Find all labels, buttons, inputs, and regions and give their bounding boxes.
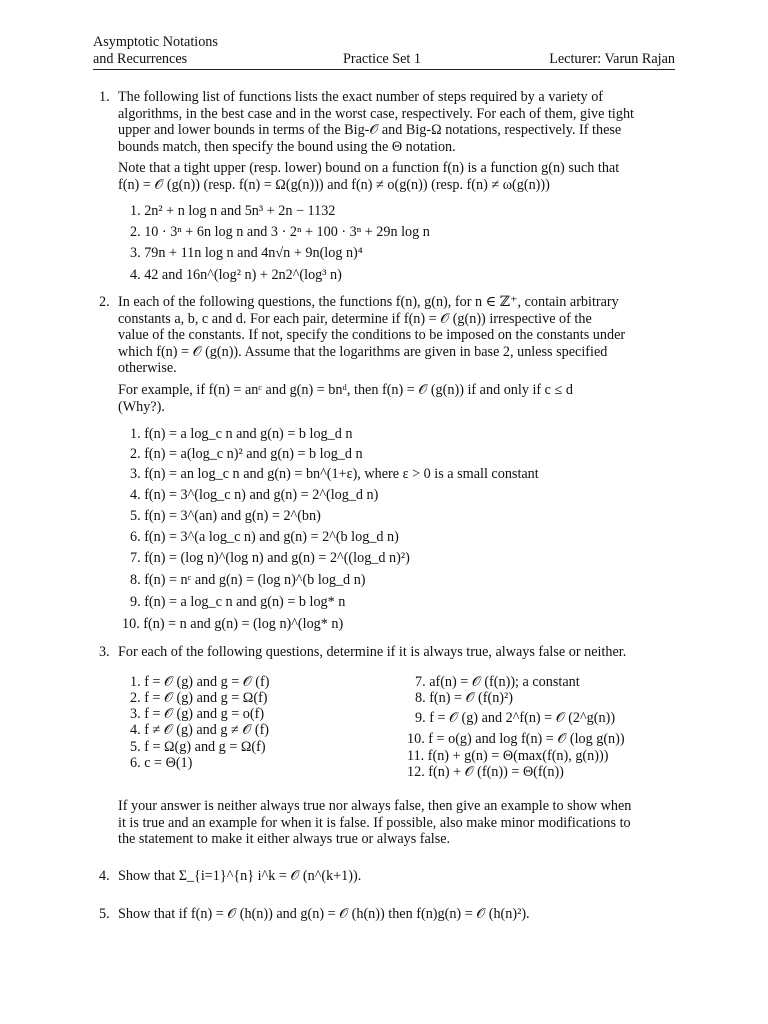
course-title-line1: Asymptotic Notations	[93, 34, 218, 50]
q5-number: 5.	[99, 906, 110, 922]
q3-outro	[118, 798, 675, 848]
q2-item: 9. f(n) = a log_c n and g(n) = b log* n	[130, 594, 346, 610]
q2-p1-line: value of the constants. If not, specify the conditions to be imposed on the constants under	[118, 327, 626, 343]
q3-right-item: 7. af(n) = 𝒪 (f(n)); a constant	[415, 674, 580, 690]
q1-p2-line: f(n) = 𝒪 (g(n)) (resp. f(n) = Ω(g(n))) and f(n) ≠ o(g(n)) (resp. f(n) ≠ ω(g(n)))	[118, 176, 550, 193]
set-title: Practice Set 1	[343, 51, 422, 67]
q2-example	[118, 382, 675, 415]
q2-item: 6. f(n) = 3^(a log_c n) and g(n) = 2^(b log_d n)	[130, 529, 399, 545]
q1-p1-line: upper and lower bounds in terms of the Big-𝒪 and Big-Ω notations, respectively. If these	[118, 122, 622, 138]
q3-left-item: 3. f = 𝒪 (g) and g = o(f)	[130, 706, 265, 722]
header-rule	[93, 69, 675, 70]
q1-item: 3. 79n + 11n log n and 4n√n + 9n(log n)⁴	[130, 245, 363, 261]
q1-number: 1.	[99, 89, 110, 105]
q3-intro-line: For each of the following questions, determine if it is always true, always false or neither.	[118, 644, 627, 660]
q2-item: 10. f(n) = n and g(n) = (log n)^(log* n)	[122, 616, 344, 632]
q1-item: 2. 10 · 3ⁿ + 6n log n and 3 · 2ⁿ + 100 · 3ⁿ + 29n log n	[130, 224, 430, 240]
q4-text: Show that Σ_{i=1}^{n} i^k = 𝒪 (n^(k+1)).	[118, 868, 362, 884]
q5-text: Show that if f(n) = 𝒪 (h(n)) and g(n) = 𝒪 (h(n)) then f(n)g(n) = 𝒪 (h(n)²).	[118, 906, 530, 922]
q1-p1-line: algorithms, in the best case and in the worst case, respectively. For each of them, give tight	[118, 105, 634, 122]
q1-item: 4. 42 and 16n^(log² n) + 2n2^(log³ n)	[130, 267, 342, 283]
q3-outro-line: it is true and an example for when it is false. If possible, also make minor modifications to	[118, 814, 631, 831]
q2-p2-line: For example, if f(n) = anᶜ and g(n) = bnᵈ, then f(n) = 𝒪 (g(n)) if and only if c ≤ d	[118, 382, 573, 398]
q2-item: 2. f(n) = a(log_c n)² and g(n) = b log_d n	[130, 446, 363, 462]
q2-paragraph	[118, 294, 675, 377]
q2-item: 3. f(n) = an log_c n and g(n) = bn^(1+ε), where ε > 0 is a small constant	[130, 466, 539, 482]
q1-item: 1. 2n² + n log n and 5n³ + 2n − 1132	[130, 203, 336, 219]
q2-item: 4. f(n) = 3^(log_c n) and g(n) = 2^(log_d n)	[130, 487, 379, 503]
q2-item: 8. f(n) = nᶜ and g(n) = (log n)^(b log_d n)	[130, 572, 366, 588]
q3-right-item: 10. f = o(g) and log f(n) = 𝒪 (log g(n))	[407, 731, 625, 747]
q3-number: 3.	[99, 644, 110, 660]
q1-p1-line: The following list of functions lists the exact number of steps required by a variety of	[118, 89, 604, 105]
q1-p2-line: Note that a tight upper (resp. lower) bound on a function f(n) is a function g(n) such that	[118, 160, 620, 176]
q2-item: 5. f(n) = 3^(an) and g(n) = 2^(bn)	[130, 508, 321, 524]
q2-item: 7. f(n) = (log n)^(log n) and g(n) = 2^((log_d n)²)	[130, 550, 410, 566]
q3-right-item: 11. f(n) + g(n) = Θ(max(f(n), g(n)))	[407, 748, 609, 764]
q3-right-item: 12. f(n) + 𝒪 (f(n)) = Θ(f(n))	[407, 764, 564, 780]
q2-number: 2.	[99, 294, 110, 310]
q2-p1-line: In each of the following questions, the functions f(n), g(n), for n ∈ ℤ⁺, contain arbitrary	[118, 294, 619, 310]
q2-p1-line: which f(n) = 𝒪 (g(n)). Assume that the logarithms are given in base 2, unless specified	[118, 343, 608, 360]
q3-left-item: 2. f = 𝒪 (g) and g = Ω(f)	[130, 690, 268, 706]
q4-number: 4.	[99, 868, 110, 884]
page-header	[93, 34, 675, 68]
q1-p1-line: bounds match, then specify the bound using the Θ notation.	[118, 138, 456, 155]
course-title-line2: and Recurrences	[93, 51, 188, 67]
lecturer-name: Lecturer: Varun Rajan	[549, 51, 675, 67]
q2-p1-line: constants a, b, c and d. For each pair, determine if f(n) = 𝒪 (g(n)) irrespective of the	[118, 310, 592, 327]
q3-outro-line: the statement to make it either always true or always false.	[118, 831, 451, 847]
q3-left-item: 1. f = 𝒪 (g) and g = 𝒪 (f)	[130, 674, 270, 690]
q3-outro-line: If your answer is neither always true nor always false, then give an example to show when	[118, 798, 632, 814]
q3-right-item: 8. f(n) = 𝒪 (f(n)²)	[415, 690, 514, 706]
q2-p2-line: (Why?).	[118, 398, 165, 415]
q3-right-item: 9. f = 𝒪 (g) and 2^f(n) = 𝒪 (2^g(n))	[415, 710, 616, 726]
q1-note	[118, 160, 675, 193]
q2-p1-line: otherwise.	[118, 360, 177, 376]
q3-left-item: 4. f ≠ 𝒪 (g) and g ≠ 𝒪 (f)	[130, 722, 270, 738]
q3-left-item: 5. f = Ω(g) and g = Ω(f)	[130, 739, 266, 755]
q3-intro	[118, 644, 675, 661]
q3-left-item: 6. c = Θ(1)	[130, 755, 193, 771]
q1-paragraph	[118, 89, 675, 155]
q2-item: 1. f(n) = a log_c n and g(n) = b log_d n	[130, 426, 353, 442]
